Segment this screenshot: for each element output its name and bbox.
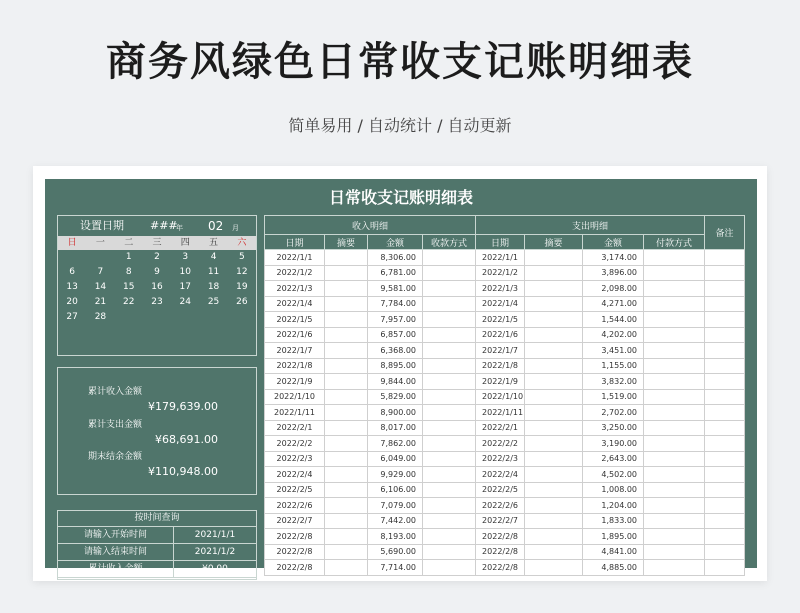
expense-date-cell[interactable]: 2022/2/5	[476, 482, 525, 498]
income-amount-cell[interactable]: 9,581.00	[368, 281, 423, 297]
table-row	[265, 281, 745, 297]
query-income-row	[58, 561, 256, 578]
income-summary-cell[interactable]	[325, 389, 368, 405]
expense-amount-cell[interactable]: 4,885.00	[583, 560, 644, 576]
table-row	[265, 327, 745, 343]
expense-summary-cell[interactable]	[525, 436, 583, 452]
expense-summary-cell[interactable]	[525, 250, 583, 266]
income-amount-cell[interactable]: 5,829.00	[368, 389, 423, 405]
income-amount-cell[interactable]: 8,900.00	[368, 405, 423, 421]
income-amount-cell[interactable]: 6,106.00	[368, 482, 423, 498]
calendar-day: 18	[207, 282, 220, 292]
income-method-cell[interactable]	[423, 296, 476, 312]
expense-date-cell[interactable]: 2022/1/10	[476, 389, 525, 405]
income-method-cell[interactable]	[423, 405, 476, 421]
column-header: 付款方式	[644, 235, 705, 250]
table-row	[265, 560, 745, 576]
expense-method-cell[interactable]	[644, 436, 705, 452]
calendar-day: 28	[94, 312, 107, 322]
expense-amount-cell[interactable]: 1,833.00	[583, 513, 644, 529]
expense-summary-cell[interactable]	[525, 482, 583, 498]
calendar-day: 19	[236, 282, 248, 292]
expense-method-cell[interactable]	[644, 358, 705, 374]
calendar-day: 22	[122, 297, 135, 307]
income-date-cell[interactable]: 2022/2/4	[265, 467, 325, 483]
income-date-cell[interactable]: 2022/1/4	[265, 296, 325, 312]
calendar-day: 25	[207, 297, 220, 307]
expense-method-cell[interactable]	[644, 405, 705, 421]
expense-date-cell[interactable]: 2022/1/9	[476, 374, 525, 390]
expense-amount-cell[interactable]: 3,190.00	[583, 436, 644, 452]
income-method-cell[interactable]	[423, 529, 476, 545]
date-query-panel	[57, 510, 257, 580]
expense-summary-cell[interactable]	[525, 343, 583, 359]
note-cell[interactable]	[705, 560, 745, 576]
income-method-cell[interactable]	[423, 327, 476, 343]
query-title: 按时间查询	[58, 511, 256, 527]
balance-label: 期末结余金额	[88, 452, 143, 462]
expense-date-cell[interactable]: 2022/1/8	[476, 358, 525, 374]
income-date-cell[interactable]: 2022/2/2	[265, 436, 325, 452]
calendar-day: 20	[66, 297, 78, 307]
income-date-cell[interactable]: 2022/1/8	[265, 358, 325, 374]
note-cell[interactable]	[705, 420, 745, 436]
income-method-cell[interactable]	[423, 544, 476, 560]
expense-method-cell[interactable]	[644, 451, 705, 467]
income-amount-cell[interactable]: 9,929.00	[368, 467, 423, 483]
expense-method-cell[interactable]	[644, 544, 705, 560]
table-row	[265, 436, 745, 452]
income-method-cell[interactable]	[423, 312, 476, 328]
income-summary-cell[interactable]	[325, 265, 368, 281]
expense-amount-cell[interactable]: 4,841.00	[583, 544, 644, 560]
query-income-label: 累计收入金额	[58, 561, 174, 577]
year-unit: 年	[176, 224, 183, 232]
income-date-cell[interactable]: 2022/2/8	[265, 544, 325, 560]
note-cell[interactable]	[705, 265, 745, 281]
income-method-cell[interactable]	[423, 451, 476, 467]
expense-summary-cell[interactable]	[525, 529, 583, 545]
query-start-row	[58, 527, 256, 544]
sheet-title: 日常收支记账明细表	[328, 188, 473, 207]
expense-amount-cell[interactable]: 3,896.00	[583, 265, 644, 281]
weekday-label: 二	[124, 238, 134, 248]
income-summary-cell[interactable]	[325, 436, 368, 452]
expense-summary-cell[interactable]	[525, 420, 583, 436]
expense-summary-cell[interactable]	[525, 296, 583, 312]
expense-date-cell[interactable]: 2022/2/4	[476, 467, 525, 483]
income-summary-cell[interactable]	[325, 250, 368, 266]
expense-summary-cell[interactable]	[525, 405, 583, 421]
calendar-day: 24	[179, 297, 191, 307]
expense-method-cell[interactable]	[644, 250, 705, 266]
note-cell[interactable]	[705, 250, 745, 266]
income-amount-cell[interactable]: 5,690.00	[368, 544, 423, 560]
month-unit: 月	[232, 224, 239, 232]
expense-summary-cell[interactable]	[525, 389, 583, 405]
expense-date-cell[interactable]: 2022/2/2	[476, 436, 525, 452]
expense-date-cell[interactable]: 2022/1/5	[476, 312, 525, 328]
income-date-cell[interactable]: 2022/2/3	[265, 451, 325, 467]
expense-amount-cell[interactable]: 2,098.00	[583, 281, 644, 297]
expense-method-cell[interactable]	[644, 467, 705, 483]
expense-amount-cell[interactable]: 3,451.00	[583, 343, 644, 359]
income-summary-cell[interactable]	[325, 513, 368, 529]
income-method-cell[interactable]	[423, 482, 476, 498]
income-amount-cell[interactable]: 7,957.00	[368, 312, 423, 328]
expense-method-cell[interactable]	[644, 482, 705, 498]
expense-method-cell[interactable]	[644, 343, 705, 359]
expense-method-cell[interactable]	[644, 498, 705, 514]
income-summary-cell[interactable]	[325, 281, 368, 297]
income-summary-cell[interactable]	[325, 467, 368, 483]
expense-method-cell[interactable]	[644, 389, 705, 405]
expense-method-cell[interactable]	[644, 513, 705, 529]
income-method-cell[interactable]	[423, 343, 476, 359]
income-date-cell[interactable]: 2022/1/2	[265, 265, 325, 281]
income-summary-cell[interactable]	[325, 358, 368, 374]
expense-amount-cell[interactable]: 1,519.00	[583, 389, 644, 405]
income-date-cell[interactable]: 2022/1/1	[265, 250, 325, 266]
note-cell[interactable]	[705, 296, 745, 312]
income-method-cell[interactable]	[423, 560, 476, 576]
table-row	[265, 529, 745, 545]
note-cell[interactable]	[705, 312, 745, 328]
calendar-day: 8	[125, 267, 132, 277]
note-cell[interactable]	[705, 358, 745, 374]
weekday-row	[58, 236, 256, 250]
expense-amount-cell[interactable]: 1,204.00	[583, 498, 644, 514]
calendar-day: 3	[182, 252, 189, 262]
expense-amount-cell[interactable]: 1,544.00	[583, 312, 644, 328]
note-cell[interactable]	[705, 281, 745, 297]
expense-method-cell[interactable]	[644, 265, 705, 281]
table-row	[265, 296, 745, 312]
calendar-day: 23	[151, 297, 163, 307]
income-summary-cell[interactable]	[325, 420, 368, 436]
table-row	[265, 451, 745, 467]
query-end-input[interactable]: 2021/1/2	[194, 547, 236, 557]
income-summary-cell[interactable]	[325, 343, 368, 359]
income-amount-cell[interactable]: 7,862.00	[368, 436, 423, 452]
calendar-day: 13	[66, 282, 78, 292]
expense-summary-cell[interactable]	[525, 265, 583, 281]
table-row	[265, 250, 745, 266]
expense-amount-cell[interactable]: 3,250.00	[583, 420, 644, 436]
weekday-label: 四	[180, 238, 190, 248]
calendar-day: 16	[151, 282, 163, 292]
table-row	[265, 513, 745, 529]
calendar-day: 1	[125, 252, 132, 262]
income-amount-cell[interactable]: 6,049.00	[368, 451, 423, 467]
income-summary-cell[interactable]	[325, 312, 368, 328]
column-header: 摘要	[525, 235, 583, 250]
income-method-cell[interactable]	[423, 467, 476, 483]
expense-summary-cell[interactable]	[525, 374, 583, 390]
income-method-cell[interactable]	[423, 498, 476, 514]
expense-amount-cell[interactable]: 4,202.00	[583, 327, 644, 343]
income-amount-cell[interactable]: 6,857.00	[368, 327, 423, 343]
expense-method-cell[interactable]	[644, 529, 705, 545]
note-cell[interactable]	[705, 482, 745, 498]
expense-date-cell[interactable]: 2022/1/4	[476, 296, 525, 312]
note-cell[interactable]	[705, 327, 745, 343]
spreadsheet	[45, 179, 757, 574]
income-amount-cell[interactable]: 7,784.00	[368, 296, 423, 312]
income-method-cell[interactable]	[423, 420, 476, 436]
expense-summary-cell[interactable]	[525, 498, 583, 514]
income-method-cell[interactable]	[423, 250, 476, 266]
expense-amount-cell[interactable]: 2,702.00	[583, 405, 644, 421]
weekday-label: 六	[237, 238, 247, 248]
expense-date-cell[interactable]: 2022/2/6	[476, 498, 525, 514]
year-value[interactable]: ###	[150, 219, 178, 232]
table-row	[265, 467, 745, 483]
expense-date-cell[interactable]: 2022/1/2	[476, 265, 525, 281]
note-cell[interactable]	[705, 405, 745, 421]
calendar-day: 27	[66, 312, 78, 322]
note-cell[interactable]	[705, 467, 745, 483]
expense-summary-cell[interactable]	[525, 312, 583, 328]
expense-summary-cell[interactable]	[525, 513, 583, 529]
table-row	[265, 405, 745, 421]
income-amount-cell[interactable]: 8,193.00	[368, 529, 423, 545]
calendar-day: 10	[179, 267, 191, 277]
expense-date-cell[interactable]: 2022/2/8	[476, 544, 525, 560]
expense-summary-cell[interactable]	[525, 560, 583, 576]
income-date-cell[interactable]: 2022/2/6	[265, 498, 325, 514]
query-income-value: ¥0.00	[202, 564, 228, 574]
income-total-value: ¥179,639.00	[148, 400, 218, 413]
expense-date-cell[interactable]: 2022/1/7	[476, 343, 525, 359]
query-end-label: 请输入结束时间	[58, 544, 174, 560]
summary-panel	[57, 367, 257, 495]
calendar-day: 17	[179, 282, 191, 292]
expense-amount-cell[interactable]: 4,502.00	[583, 467, 644, 483]
calendar-day	[58, 250, 86, 265]
expense-amount-cell[interactable]: 2,643.00	[583, 451, 644, 467]
expense-summary-cell[interactable]	[525, 358, 583, 374]
table-row	[265, 544, 745, 560]
column-header: 金额	[583, 235, 644, 250]
balance-value: ¥110,948.00	[148, 465, 218, 478]
table-row	[265, 343, 745, 359]
expense-amount-cell[interactable]: 4,271.00	[583, 296, 644, 312]
income-amount-cell[interactable]: 8,017.00	[368, 420, 423, 436]
income-date-cell[interactable]: 2022/2/8	[265, 560, 325, 576]
table-row	[265, 482, 745, 498]
expense-method-cell[interactable]	[644, 281, 705, 297]
calendar-day: 5	[238, 252, 245, 262]
income-date-cell[interactable]: 2022/2/1	[265, 420, 325, 436]
column-header: 日期	[476, 235, 525, 250]
calendar-grid	[58, 250, 256, 325]
expense-summary-cell[interactable]	[525, 327, 583, 343]
expense-summary-cell[interactable]	[525, 467, 583, 483]
table-row	[265, 312, 745, 328]
expense-summary-cell[interactable]	[525, 544, 583, 560]
expense-method-cell[interactable]	[644, 296, 705, 312]
calendar-day: 9	[154, 267, 160, 277]
income-summary-cell[interactable]	[325, 498, 368, 514]
income-date-cell[interactable]: 2022/2/8	[265, 529, 325, 545]
weekday-label: 五	[209, 238, 219, 248]
income-summary-cell[interactable]	[325, 482, 368, 498]
income-summary-cell[interactable]	[325, 529, 368, 545]
income-summary-cell[interactable]	[325, 327, 368, 343]
expense-method-cell[interactable]	[644, 312, 705, 328]
income-method-cell[interactable]	[423, 358, 476, 374]
note-cell[interactable]	[705, 451, 745, 467]
column-header: 收款方式	[423, 235, 476, 250]
table-row	[265, 265, 745, 281]
income-date-cell[interactable]: 2022/2/5	[265, 482, 325, 498]
note-cell[interactable]	[705, 374, 745, 390]
calendar-day: 7	[97, 267, 104, 277]
note-cell[interactable]	[705, 544, 745, 560]
calendar-panel	[57, 215, 257, 356]
query-end-row	[58, 544, 256, 561]
expense-date-cell[interactable]: 2022/1/1	[476, 250, 525, 266]
income-summary-cell[interactable]	[325, 451, 368, 467]
table-row	[265, 389, 745, 405]
expense-date-cell[interactable]: 2022/1/3	[476, 281, 525, 297]
income-total-label: 累计收入金额	[88, 387, 143, 397]
income-date-cell[interactable]: 2022/1/6	[265, 327, 325, 343]
expense-total-label: 累计支出金额	[88, 420, 143, 430]
expense-method-cell[interactable]	[644, 327, 705, 343]
income-method-cell[interactable]	[423, 281, 476, 297]
expense-summary-cell[interactable]	[525, 451, 583, 467]
income-summary-cell[interactable]	[325, 296, 368, 312]
note-cell[interactable]	[705, 436, 745, 452]
column-header: 金额	[368, 235, 423, 250]
expense-date-cell[interactable]: 2022/2/1	[476, 420, 525, 436]
expense-method-cell[interactable]	[644, 420, 705, 436]
income-method-cell[interactable]	[423, 265, 476, 281]
calendar-day: 4	[210, 252, 217, 262]
calendar-day: 2	[154, 252, 160, 262]
expense-summary-cell[interactable]	[525, 281, 583, 297]
note-cell[interactable]	[705, 529, 745, 545]
calendar-day: 11	[207, 267, 220, 277]
income-amount-cell[interactable]: 8,306.00	[368, 250, 423, 266]
income-amount-cell[interactable]: 7,714.00	[368, 560, 423, 576]
expense-date-cell[interactable]: 2022/2/8	[476, 560, 525, 576]
income-summary-cell[interactable]	[325, 374, 368, 390]
calendar-header	[58, 216, 256, 236]
income-amount-cell[interactable]: 9,844.00	[368, 374, 423, 390]
expense-date-cell[interactable]: 2022/2/3	[476, 451, 525, 467]
expense-date-cell[interactable]: 2022/2/8	[476, 529, 525, 545]
income-date-cell[interactable]: 2022/1/10	[265, 389, 325, 405]
expense-date-cell[interactable]: 2022/1/6	[476, 327, 525, 343]
income-date-cell[interactable]: 2022/1/7	[265, 343, 325, 359]
calendar-day	[86, 250, 114, 265]
weekday-label: 一	[95, 238, 105, 248]
table-row	[265, 374, 745, 390]
expense-amount-cell[interactable]: 1,155.00	[583, 358, 644, 374]
income-date-cell[interactable]: 2022/1/9	[265, 374, 325, 390]
income-amount-cell[interactable]: 6,781.00	[368, 265, 423, 281]
ledger-body	[265, 250, 745, 576]
income-group-header: 收入明细	[265, 216, 476, 235]
calendar-day: 14	[94, 282, 107, 292]
income-date-cell[interactable]: 2022/2/7	[265, 513, 325, 529]
query-start-label: 请输入开始时间	[58, 527, 174, 543]
weekday-label: 日	[67, 238, 77, 248]
expense-amount-cell[interactable]: 3,174.00	[583, 250, 644, 266]
table-row	[265, 498, 745, 514]
note-cell[interactable]	[705, 513, 745, 529]
page-headline: 商务风绿色日常收支记账明细表	[106, 39, 694, 85]
income-date-cell[interactable]: 2022/1/3	[265, 281, 325, 297]
expense-amount-cell[interactable]: 1,895.00	[583, 529, 644, 545]
income-amount-cell[interactable]: 6,368.00	[368, 343, 423, 359]
expense-total-value: ¥68,691.00	[155, 433, 218, 446]
calendar-day: 6	[69, 267, 75, 277]
column-header: 摘要	[325, 235, 368, 250]
calendar-day: 12	[236, 267, 248, 277]
income-method-cell[interactable]	[423, 436, 476, 452]
income-method-cell[interactable]	[423, 389, 476, 405]
income-amount-cell[interactable]: 7,079.00	[368, 498, 423, 514]
income-amount-cell[interactable]: 7,442.00	[368, 513, 423, 529]
income-method-cell[interactable]	[423, 513, 476, 529]
query-start-input[interactable]: 2021/1/1	[194, 530, 236, 540]
date-setting-label: 设置日期	[80, 219, 124, 232]
table-row	[265, 358, 745, 374]
calendar-day: 26	[236, 297, 248, 307]
month-value[interactable]: 02	[208, 219, 224, 233]
income-summary-cell[interactable]	[325, 544, 368, 560]
income-summary-cell[interactable]	[325, 405, 368, 421]
income-date-cell[interactable]: 2022/1/5	[265, 312, 325, 328]
expense-group-header: 支出明细	[476, 216, 705, 235]
income-date-cell[interactable]: 2022/1/11	[265, 405, 325, 421]
note-cell[interactable]	[705, 343, 745, 359]
expense-amount-cell[interactable]: 3,832.00	[583, 374, 644, 390]
expense-method-cell[interactable]	[644, 560, 705, 576]
expense-date-cell[interactable]: 2022/1/11	[476, 405, 525, 421]
weekday-label: 三	[152, 238, 162, 248]
ledger-table	[264, 215, 745, 576]
income-method-cell[interactable]	[423, 374, 476, 390]
expense-date-cell[interactable]: 2022/2/7	[476, 513, 525, 529]
expense-amount-cell[interactable]: 1,008.00	[583, 482, 644, 498]
calendar-day: 21	[94, 297, 107, 307]
note-header: 备注	[705, 216, 745, 250]
table-row	[265, 420, 745, 436]
column-header: 日期	[265, 235, 325, 250]
page-subline: 简单易用 / 自动统计 / 自动更新	[288, 116, 512, 135]
expense-method-cell[interactable]	[644, 374, 705, 390]
note-cell[interactable]	[705, 498, 745, 514]
calendar-day: 15	[122, 282, 135, 292]
income-amount-cell[interactable]: 8,895.00	[368, 358, 423, 374]
note-cell[interactable]	[705, 389, 745, 405]
income-summary-cell[interactable]	[325, 560, 368, 576]
